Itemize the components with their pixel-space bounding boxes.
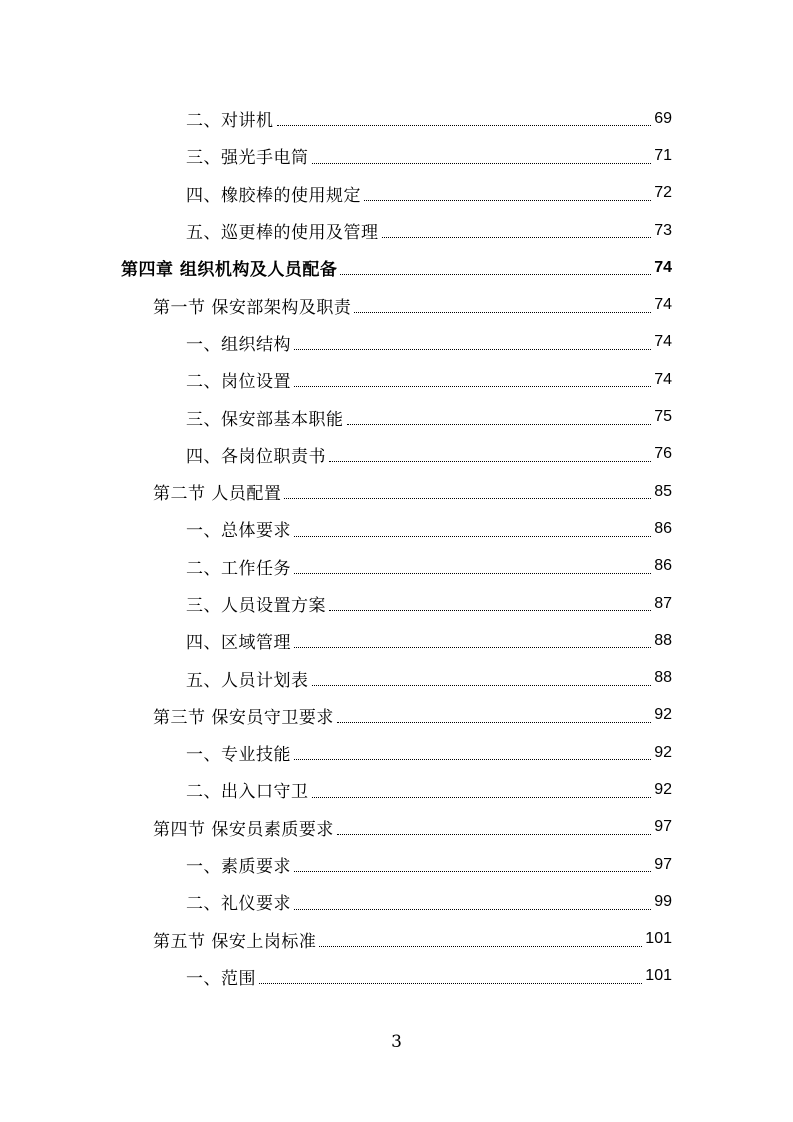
toc-entry-page: 88 bbox=[654, 631, 672, 649]
toc-dot-leader bbox=[312, 796, 652, 798]
toc-entry-title: 第二节 人员配置 bbox=[153, 484, 282, 505]
toc-entry-page: 87 bbox=[654, 594, 672, 612]
toc-entry-title: 四、区域管理 bbox=[186, 633, 291, 654]
toc-dot-leader bbox=[354, 311, 651, 313]
toc-section-entry[interactable] bbox=[0, 921, 672, 958]
toc-entry[interactable] bbox=[0, 212, 672, 249]
page-number: 3 bbox=[391, 1032, 402, 1052]
toc-dot-leader bbox=[340, 273, 651, 275]
toc-entry-page: 92 bbox=[654, 743, 672, 761]
toc-entry[interactable] bbox=[0, 510, 672, 547]
toc-entry-title: 二、礼仪要求 bbox=[186, 894, 291, 915]
toc-dot-leader bbox=[294, 646, 651, 648]
toc-entry-page: 74 bbox=[654, 370, 672, 388]
toc-entry-title: 一、组织结构 bbox=[186, 334, 291, 355]
toc-entry-page: 101 bbox=[645, 930, 672, 948]
toc-entry-title: 第一节 保安部架构及职责 bbox=[153, 297, 352, 318]
toc-entry[interactable] bbox=[0, 734, 672, 771]
toc-entry-title: 二、岗位设置 bbox=[186, 372, 291, 393]
toc-entry-title: 一、总体要求 bbox=[186, 521, 291, 542]
toc-section-entry[interactable] bbox=[0, 286, 672, 323]
toc-dot-leader bbox=[294, 758, 651, 760]
toc-section-entry[interactable] bbox=[0, 809, 672, 846]
toc-entry[interactable] bbox=[0, 585, 672, 622]
toc-entry-title: 一、范围 bbox=[186, 968, 256, 989]
toc-section-entry[interactable] bbox=[0, 697, 672, 734]
toc-dot-leader bbox=[294, 535, 651, 537]
toc-dot-leader bbox=[347, 423, 652, 425]
toc-dot-leader bbox=[382, 236, 652, 238]
toc-entry-title: 第四章 组织机构及人员配备 bbox=[121, 260, 338, 281]
toc-entry-page: 99 bbox=[654, 892, 672, 910]
toc-entry-page: 73 bbox=[654, 221, 672, 239]
toc-entry[interactable] bbox=[0, 137, 672, 174]
toc-entry-title: 第三节 保安员守卫要求 bbox=[153, 707, 334, 728]
toc-chapter-entry[interactable] bbox=[0, 249, 672, 286]
toc-dot-leader bbox=[329, 460, 651, 462]
toc-entry[interactable] bbox=[0, 659, 672, 696]
toc-entry[interactable] bbox=[0, 622, 672, 659]
toc-entry-title: 一、专业技能 bbox=[186, 745, 291, 766]
toc-dot-leader bbox=[364, 199, 651, 201]
toc-entry-title: 第五节 保安上岗标准 bbox=[153, 931, 317, 952]
toc-entry-title: 第四节 保安员素质要求 bbox=[153, 819, 334, 840]
toc-section-entry[interactable] bbox=[0, 473, 672, 510]
toc-entry-title: 三、保安部基本职能 bbox=[186, 409, 344, 430]
toc-entry[interactable] bbox=[0, 100, 672, 137]
toc-entry-title: 四、橡胶棒的使用规定 bbox=[186, 185, 361, 206]
toc-entry-title: 五、人员计划表 bbox=[186, 670, 309, 691]
toc-entry-title: 四、各岗位职责书 bbox=[186, 446, 326, 467]
toc-dot-leader bbox=[284, 497, 651, 499]
toc-entry-page: 74 bbox=[654, 333, 672, 351]
toc-entry-page: 69 bbox=[654, 109, 672, 127]
toc-entry-title: 一、素质要求 bbox=[186, 857, 291, 878]
toc-dot-leader bbox=[294, 908, 651, 910]
toc-entry-title: 五、巡更棒的使用及管理 bbox=[186, 223, 379, 244]
toc-dot-leader bbox=[294, 348, 651, 350]
toc-entry-page: 74 bbox=[654, 296, 672, 314]
toc-entry-title: 二、对讲机 bbox=[186, 111, 274, 132]
table-of-contents bbox=[0, 100, 793, 995]
toc-entry-title: 三、强光手电筒 bbox=[186, 148, 309, 169]
toc-entry-page: 85 bbox=[654, 482, 672, 500]
toc-dot-leader bbox=[337, 833, 651, 835]
toc-entry-page: 92 bbox=[654, 780, 672, 798]
toc-entry-page: 101 bbox=[645, 967, 672, 985]
toc-entry-page: 92 bbox=[654, 706, 672, 724]
toc-dot-leader bbox=[294, 870, 651, 872]
toc-entry-title: 二、工作任务 bbox=[186, 558, 291, 579]
toc-entry[interactable] bbox=[0, 324, 672, 361]
toc-entry-page: 74 bbox=[654, 258, 672, 276]
toc-entry[interactable] bbox=[0, 398, 672, 435]
toc-entry[interactable] bbox=[0, 771, 672, 808]
toc-entry-page: 75 bbox=[654, 408, 672, 426]
toc-dot-leader bbox=[319, 945, 642, 947]
toc-dot-leader bbox=[329, 609, 651, 611]
toc-entry-title: 二、出入口守卫 bbox=[186, 782, 309, 803]
toc-entry[interactable] bbox=[0, 361, 672, 398]
toc-entry[interactable] bbox=[0, 548, 672, 585]
toc-entry-page: 86 bbox=[654, 519, 672, 537]
toc-dot-leader bbox=[337, 721, 651, 723]
toc-entry[interactable] bbox=[0, 175, 672, 212]
toc-entry-page: 88 bbox=[654, 669, 672, 687]
toc-entry[interactable] bbox=[0, 883, 672, 920]
toc-entry-title: 三、人员设置方案 bbox=[186, 596, 326, 616]
toc-entry[interactable] bbox=[0, 436, 672, 473]
toc-dot-leader bbox=[294, 572, 651, 574]
toc-entry[interactable] bbox=[0, 958, 672, 995]
toc-entry[interactable] bbox=[0, 846, 672, 883]
toc-dot-leader bbox=[277, 124, 652, 126]
toc-dot-leader bbox=[312, 162, 652, 164]
toc-entry-page: 72 bbox=[654, 184, 672, 202]
toc-entry-page: 76 bbox=[654, 445, 672, 463]
toc-dot-leader bbox=[312, 684, 652, 686]
toc-entry-page: 71 bbox=[654, 146, 672, 164]
toc-dot-leader bbox=[294, 385, 651, 387]
toc-entry-page: 86 bbox=[654, 557, 672, 575]
toc-entry-page: 97 bbox=[654, 818, 672, 836]
toc-entry-page: 97 bbox=[654, 855, 672, 873]
toc-dot-leader bbox=[259, 982, 642, 984]
